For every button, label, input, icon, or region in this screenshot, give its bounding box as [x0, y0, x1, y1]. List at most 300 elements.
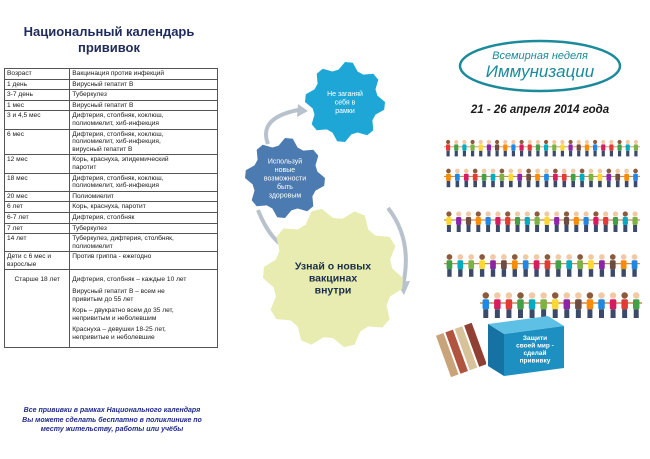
person-body [482, 174, 487, 181]
vaccine-box [478, 312, 568, 382]
person-head [585, 140, 589, 144]
immunization-week-logo [455, 36, 625, 96]
person-head [610, 292, 617, 299]
person-head [599, 254, 605, 260]
person-legs [528, 151, 531, 157]
person-legs [471, 151, 474, 157]
person-body [525, 217, 530, 225]
gears-graphic [228, 60, 433, 390]
person-body [500, 174, 505, 181]
person-head [564, 292, 571, 299]
person-head [615, 169, 620, 174]
vaccination-cell: Корь, краснуха, паротит [70, 202, 218, 213]
table-row [5, 100, 218, 111]
person-legs [602, 151, 605, 157]
person-body [599, 260, 605, 269]
vaccination-cell: Дифтерия, столбняк, коклюш, полиомиелит, хиб-инфекция [70, 111, 218, 129]
table-row [5, 191, 218, 202]
person-head [456, 211, 461, 216]
person-legs [565, 225, 569, 232]
person-body [562, 174, 567, 181]
person-head [621, 292, 628, 299]
person-legs [476, 225, 480, 232]
person-legs [496, 225, 500, 232]
person-legs [556, 269, 560, 277]
person-head [575, 292, 582, 299]
person-head [490, 254, 496, 260]
person-legs [495, 151, 498, 157]
person-head [526, 169, 531, 174]
person-body [540, 299, 547, 309]
person-head [553, 169, 558, 174]
person-legs [555, 225, 559, 232]
age-cell: 7 лет [5, 223, 70, 234]
person-head [593, 140, 597, 144]
gear-text-line: себя в [334, 99, 356, 107]
person-body [574, 217, 579, 225]
person-body [593, 144, 597, 150]
vaccination-cell: Корь, краснуха, эпидемический паротит [70, 155, 218, 173]
person-body [520, 144, 524, 150]
person-body [593, 217, 598, 225]
person-head [555, 254, 561, 260]
box-slogan-line: прививку [519, 357, 551, 365]
person-legs [576, 309, 581, 318]
person-head [482, 169, 487, 174]
age-cell: Старше 18 лет [5, 270, 70, 347]
person-legs [469, 269, 473, 277]
person-head [603, 211, 608, 216]
person-body [462, 144, 466, 150]
person-head [540, 292, 547, 299]
person-body [601, 144, 605, 150]
person-body [584, 217, 589, 225]
person-head [544, 211, 549, 216]
table-row-adult [5, 270, 218, 347]
person-body [529, 299, 536, 309]
person-legs [571, 181, 575, 187]
person-head [486, 211, 491, 216]
person-head [525, 211, 530, 216]
person-head [564, 211, 569, 216]
person-head [466, 211, 471, 216]
person-legs [589, 269, 593, 277]
person-head [577, 140, 581, 144]
person-legs [527, 181, 531, 187]
gear-text-line: рамки [335, 107, 355, 115]
adult-vaccination-item: Вирусный гепатит В – всем не привитым до 55 лет [72, 288, 165, 303]
person-legs [473, 181, 477, 187]
person-head [598, 169, 603, 174]
campaign-dates: 21 - 26 апреля 2014 года [470, 104, 610, 116]
person-body [508, 174, 513, 181]
person-body [495, 144, 499, 150]
person-body [464, 174, 469, 181]
person-legs [544, 151, 547, 157]
person-body [476, 217, 481, 225]
person-body [569, 144, 573, 150]
person-head [610, 254, 616, 260]
person-legs [536, 151, 539, 157]
person-body [468, 260, 474, 269]
person-body [536, 144, 540, 150]
person-body [588, 260, 594, 269]
person-legs [516, 225, 520, 232]
person-head [544, 169, 549, 174]
person-legs [520, 151, 523, 157]
curved-arrow-top [266, 110, 298, 144]
box-slogan-line: сделай [523, 350, 547, 357]
person-head [528, 140, 532, 144]
person-body [456, 217, 461, 225]
person-body [577, 144, 581, 150]
person-head [593, 211, 598, 216]
person-legs [447, 225, 451, 232]
header-age: Возраст [5, 69, 70, 80]
person-legs [593, 151, 596, 157]
vaccination-cell: Против гриппа - ежегодно [70, 252, 218, 270]
person-legs [457, 225, 461, 232]
person-head [473, 169, 478, 174]
age-cell: 3 и 4,5 мес [5, 111, 70, 129]
person-body [454, 144, 458, 150]
vaccination-cell: Дифтерия, столбняк, коклюш, полиомиелит, хиб-инфекция [70, 173, 218, 191]
person-body [479, 260, 485, 269]
person-body [471, 144, 475, 150]
age-cell: 6 лет [5, 202, 70, 213]
person-legs [500, 181, 504, 187]
person-legs [611, 309, 616, 318]
gear-text-line: вакцинах [308, 272, 358, 285]
vaccination-cell: Туберкулез [70, 223, 218, 234]
person-head [494, 292, 501, 299]
person-head [613, 211, 618, 216]
person-legs [600, 269, 604, 277]
person-legs [513, 269, 517, 277]
person-legs [634, 181, 638, 187]
person-legs [464, 181, 468, 187]
person-legs [587, 309, 592, 318]
person-body [490, 260, 496, 269]
person-head [588, 254, 594, 260]
age-cell: 1 день [5, 79, 70, 90]
person-legs [456, 181, 460, 187]
person-head [554, 211, 559, 216]
person-legs [607, 181, 611, 187]
person-head [621, 254, 627, 260]
adult-vaccination-cell [70, 270, 218, 347]
person-head [508, 169, 513, 174]
person-head [511, 140, 515, 144]
person-head [455, 169, 460, 174]
table-row [5, 90, 218, 101]
person-head [552, 140, 556, 144]
person-head [506, 292, 513, 299]
vaccination-cell: Туберкулез, дифтерия, столбняк, полиомиелит [70, 234, 218, 252]
person-head [562, 169, 567, 174]
person-body [555, 260, 561, 269]
person-body [553, 174, 558, 181]
person-body [580, 174, 585, 181]
person-body [483, 299, 490, 309]
person-body [505, 217, 510, 225]
gear-text-line: Узнай о новых [294, 260, 372, 273]
person-body [501, 260, 507, 269]
person-head [598, 292, 605, 299]
person-head [601, 140, 605, 144]
age-cell: 6-7 лет [5, 212, 70, 223]
person-body [486, 217, 491, 225]
person-legs [446, 151, 449, 157]
person-head [500, 169, 505, 174]
person-legs [580, 181, 584, 187]
person-body [535, 174, 540, 181]
person-head [523, 254, 529, 260]
person-head [491, 169, 496, 174]
person-body [517, 174, 522, 181]
vaccination-calendar-table [4, 68, 218, 348]
person-body [544, 217, 549, 225]
person-body [487, 144, 491, 150]
vaccination-cell: Туберкулез [70, 90, 218, 101]
person-body [534, 260, 540, 269]
person-body [515, 217, 520, 225]
person-body [447, 260, 453, 269]
person-legs [611, 269, 615, 277]
person-head [535, 211, 540, 216]
adult-vaccination-item: Дифтерия, столбняк – каждые 10 лет [72, 276, 187, 284]
person-head [633, 292, 640, 299]
vaccination-cell: Дифтерия, столбняк, коклюш, полиомиелит, хиб-инфекция, вирусный гепатит В [70, 129, 218, 155]
vaccination-cell: Дифтерия, столбняк [70, 212, 218, 223]
person-head [515, 211, 520, 216]
vaccine-vials [436, 318, 486, 380]
person-head [566, 254, 572, 260]
person-legs [502, 269, 506, 277]
person-body [598, 174, 603, 181]
person-head [626, 140, 630, 144]
person-head [501, 254, 507, 260]
person-body [615, 174, 620, 181]
person-body [528, 144, 532, 150]
person-legs [535, 225, 539, 232]
person-head [517, 292, 524, 299]
person-body [457, 260, 463, 269]
gear-text-line: внутри [314, 284, 352, 297]
table-header-row [5, 69, 218, 80]
person-body [626, 144, 630, 150]
logo-line-2: Иммунизации [485, 62, 595, 81]
person-head [623, 211, 628, 216]
person-head [503, 140, 507, 144]
person-body [479, 144, 483, 150]
person-body [495, 217, 500, 225]
person-legs [626, 151, 629, 157]
vaccination-cell: Вирусный гепатит В [70, 100, 218, 111]
table-row [5, 155, 218, 173]
person-head [633, 169, 638, 174]
person-body [606, 174, 611, 181]
person-legs [486, 225, 490, 232]
person-body [473, 174, 478, 181]
person-legs [512, 151, 515, 157]
person-head [587, 292, 594, 299]
person-body [575, 299, 582, 309]
person-body [621, 260, 627, 269]
person-legs [632, 269, 636, 277]
person-legs [447, 269, 451, 277]
person-head [606, 169, 611, 174]
person-body [511, 144, 515, 150]
person-body [623, 217, 628, 225]
person-head [446, 140, 450, 144]
person-legs [509, 181, 513, 187]
age-cell: Дети с 6 мес и взрослые [5, 252, 70, 270]
person-body [633, 299, 640, 309]
person-legs [623, 225, 627, 232]
gear-text-line: Не заганяй [327, 90, 363, 98]
person-body [610, 299, 617, 309]
person-head [512, 254, 518, 260]
person-head [560, 140, 564, 144]
person-head [552, 292, 559, 299]
person-body [523, 260, 529, 269]
person-head [483, 292, 490, 299]
vaccination-cell: Вирусный гепатит В [70, 79, 218, 90]
person-legs [577, 151, 580, 157]
person-body [609, 144, 613, 150]
person-legs [584, 225, 588, 232]
table-row [5, 212, 218, 223]
person-legs [604, 225, 608, 232]
person-head [495, 211, 500, 216]
gear-bottom [263, 209, 403, 347]
table-row [5, 234, 218, 252]
person-head [589, 169, 594, 174]
person-legs [561, 151, 564, 157]
person-legs [482, 181, 486, 187]
person-legs [578, 269, 582, 277]
person-body [633, 174, 638, 181]
person-legs [567, 269, 571, 277]
person-legs [534, 269, 538, 277]
person-head [633, 211, 638, 216]
person-head [534, 254, 540, 260]
calendar-title: Национальный календарь прививок [23, 24, 195, 55]
person-head [446, 169, 451, 174]
header-vaccination: Вакцинация против инфекций [70, 69, 218, 80]
person-legs [545, 225, 549, 232]
age-cell: 3-7 день [5, 90, 70, 101]
person-body [618, 144, 622, 150]
person-body [621, 299, 628, 309]
age-cell: 20 мес [5, 191, 70, 202]
person-legs [569, 151, 572, 157]
box-slogan-line: Защити [522, 335, 548, 342]
person-body [564, 217, 569, 225]
person-legs [506, 225, 510, 232]
person-legs [622, 309, 627, 318]
person-head [471, 140, 475, 144]
table-row [5, 223, 218, 234]
person-head [462, 140, 466, 144]
person-head [544, 140, 548, 144]
logo-line-1: Всемирная неделя [492, 50, 588, 62]
person-body [491, 174, 496, 181]
person-legs [634, 309, 639, 318]
person-legs [518, 181, 522, 187]
person-legs [458, 269, 462, 277]
person-body [587, 299, 594, 309]
person-legs [536, 181, 540, 187]
table-row [5, 129, 218, 155]
person-legs [618, 151, 621, 157]
person-head [535, 169, 540, 174]
person-body [446, 174, 451, 181]
person-head [529, 292, 536, 299]
person-body [624, 174, 629, 181]
person-legs [562, 181, 566, 187]
person-head [476, 211, 481, 216]
person-body [526, 174, 531, 181]
gear-middle [245, 138, 325, 218]
person-body [446, 144, 450, 150]
person-head [446, 211, 451, 216]
person-legs [491, 269, 495, 277]
person-head [479, 140, 483, 144]
person-legs [463, 151, 466, 157]
person-legs [554, 181, 558, 187]
person-body [455, 174, 460, 181]
age-cell: 1 мес [5, 100, 70, 111]
age-cell: 14 лет [5, 234, 70, 252]
person-body [598, 299, 605, 309]
person-body [632, 260, 638, 269]
person-head [634, 140, 638, 144]
person-body [466, 217, 471, 225]
person-body [613, 217, 618, 225]
person-head [571, 169, 576, 174]
person-legs [525, 225, 529, 232]
person-legs [467, 225, 471, 232]
arrow-head-top [297, 104, 308, 117]
person-head [495, 140, 499, 144]
person-body [544, 174, 549, 181]
person-legs [621, 269, 625, 277]
table-row [5, 252, 218, 270]
person-head [577, 254, 583, 260]
person-legs [614, 225, 618, 232]
person-legs [599, 309, 604, 318]
age-cell: 18 мес [5, 173, 70, 191]
person-head [520, 140, 524, 144]
person-body [577, 260, 583, 269]
person-head [609, 140, 613, 144]
person-legs [585, 151, 588, 157]
person-body [544, 144, 548, 150]
person-legs [616, 181, 620, 187]
table-row [5, 202, 218, 213]
person-body [610, 260, 616, 269]
person-legs [487, 151, 490, 157]
vaccination-cell: Полиомиелит [70, 191, 218, 202]
box-slogan-line: своей мир - [516, 342, 554, 350]
person-legs [479, 151, 482, 157]
person-head [517, 169, 522, 174]
person-legs [455, 151, 458, 157]
gear-top [305, 62, 385, 142]
age-cell: 12 мес [5, 155, 70, 173]
